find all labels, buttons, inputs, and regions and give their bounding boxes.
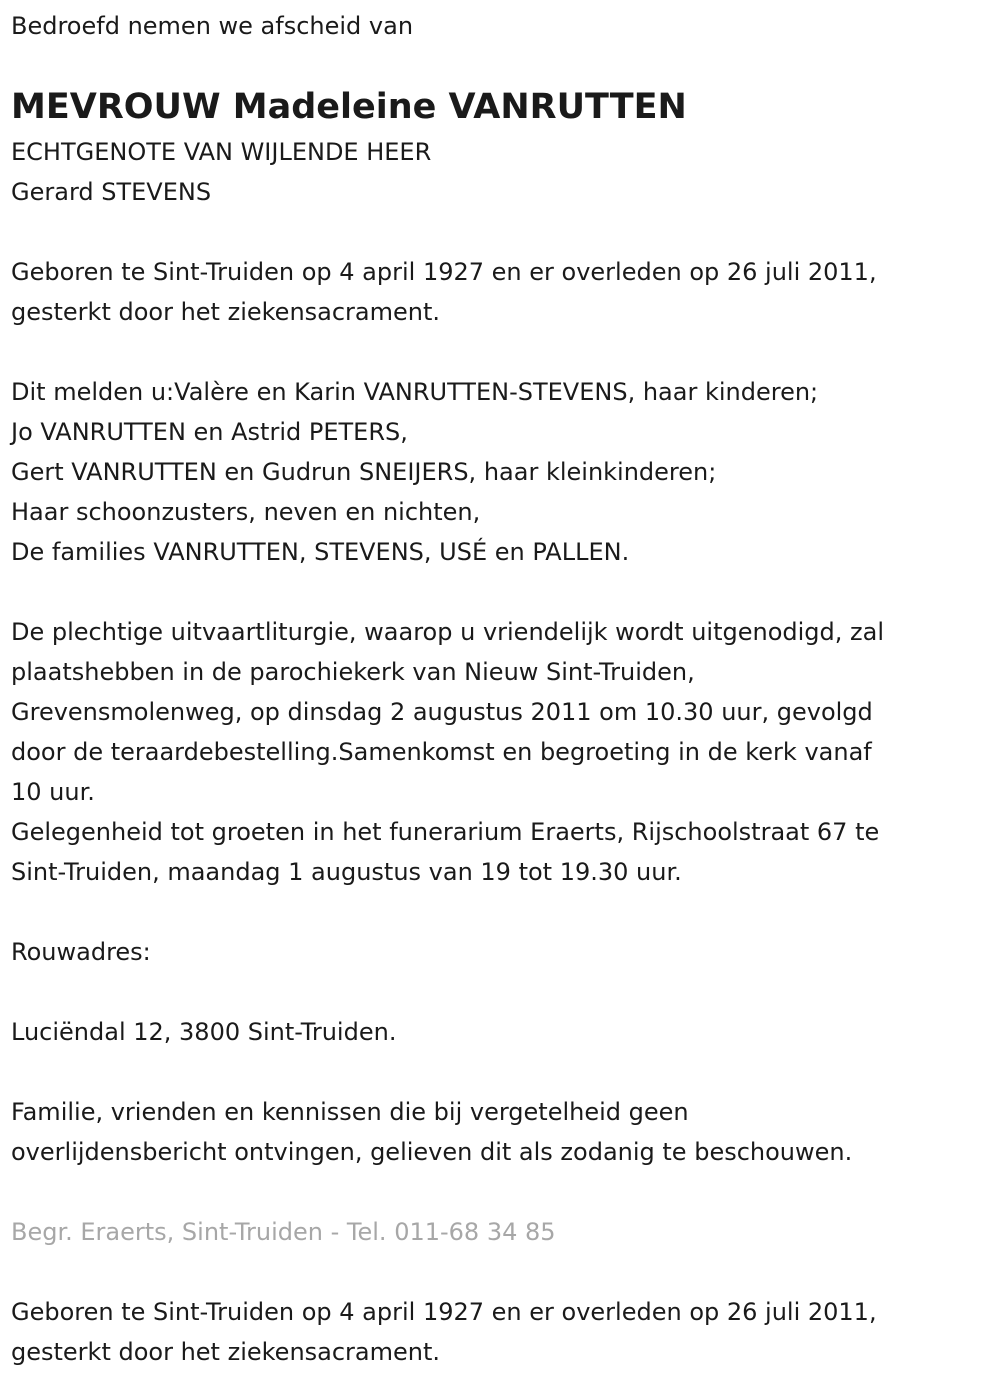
family-line: Haar schoonzusters, neven en nichten, [11,498,481,526]
deceased-name: MEVROUW Madeleine VANRUTTEN [11,87,687,127]
spacer [11,572,989,612]
ceremony-line: De plechtige uitvaartliturgie, waarop u vriendelijk wordt uitgenodigd, zal [11,618,884,646]
spacer [11,1172,989,1212]
ceremony-line: Sint-Truiden, maandag 1 augustus van 19 tot 19.30 uur. [11,858,682,886]
birth-death-section [11,252,989,332]
birth-death-line: gesterkt door het ziekensacrament. [11,1338,441,1366]
ceremony-line: door de teraardebestelling.Samenkomst en begroeting in de kerk vanaf [11,738,872,766]
spacer [11,892,989,932]
spacer [11,1052,989,1092]
notice-line: Familie, vrienden en kennissen die bij vergetelheid geen [11,1098,689,1126]
family-line: Gert VANRUTTEN en Gudrun SNEIJERS, haar kleinkinderen; [11,458,717,486]
birth-death-line: gesterkt door het ziekensacrament. [11,298,441,326]
ceremony-line: 10 uur. [11,778,95,806]
ceremony-line: plaatshebben in de parochiekerk van Nieuw Sint-Truiden, [11,658,695,686]
ceremony-section [11,612,989,892]
ceremony-line: Gelegenheid tot groeten in het funerarium Eraerts, Rijschoolstraat 67 te [11,818,880,846]
intro-text: Bedroefd nemen we afscheid van [11,12,414,40]
ceremony-line: Grevensmolenweg, op dinsdag 2 augustus 2011 om 10.30 uur, gevolgd [11,698,873,726]
funeral-home-contact: Begr. Eraerts, Sint-Truiden - Tel. 011-68 34 85 [11,1218,556,1246]
birth-death-line: Geboren te Sint-Truiden op 4 april 1927 en er overleden op 26 juli 2011, [11,258,877,286]
notice-line: overlijdensbericht ontvingen, gelieven dit als zodanig te beschouwen. [11,1138,853,1166]
family-section [11,372,989,572]
notice-section [11,1092,989,1172]
mourning-address-label: Rouwadres: [11,938,151,966]
spouse-relation: ECHTGENOTE VAN WIJLENDE HEER [11,138,432,166]
spacer [11,1252,989,1292]
mourning-address: Luciëndal 12, 3800 Sint-Truiden. [11,1018,397,1046]
birth-death-repeat-section [11,1292,989,1372]
birth-death-line: Geboren te Sint-Truiden op 4 april 1927 en er overleden op 26 juli 2011, [11,1298,877,1326]
family-line: De families VANRUTTEN, STEVENS, USÉ en PALLEN. [11,538,630,566]
spacer [11,972,989,1012]
spouse-name: Gerard STEVENS [11,178,212,206]
spacer [11,212,989,252]
family-line: Dit melden u:Valère en Karin VANRUTTEN-STEVENS, haar kinderen; [11,378,819,406]
family-line: Jo VANRUTTEN en Astrid PETERS, [11,418,408,446]
spacer [11,332,989,372]
